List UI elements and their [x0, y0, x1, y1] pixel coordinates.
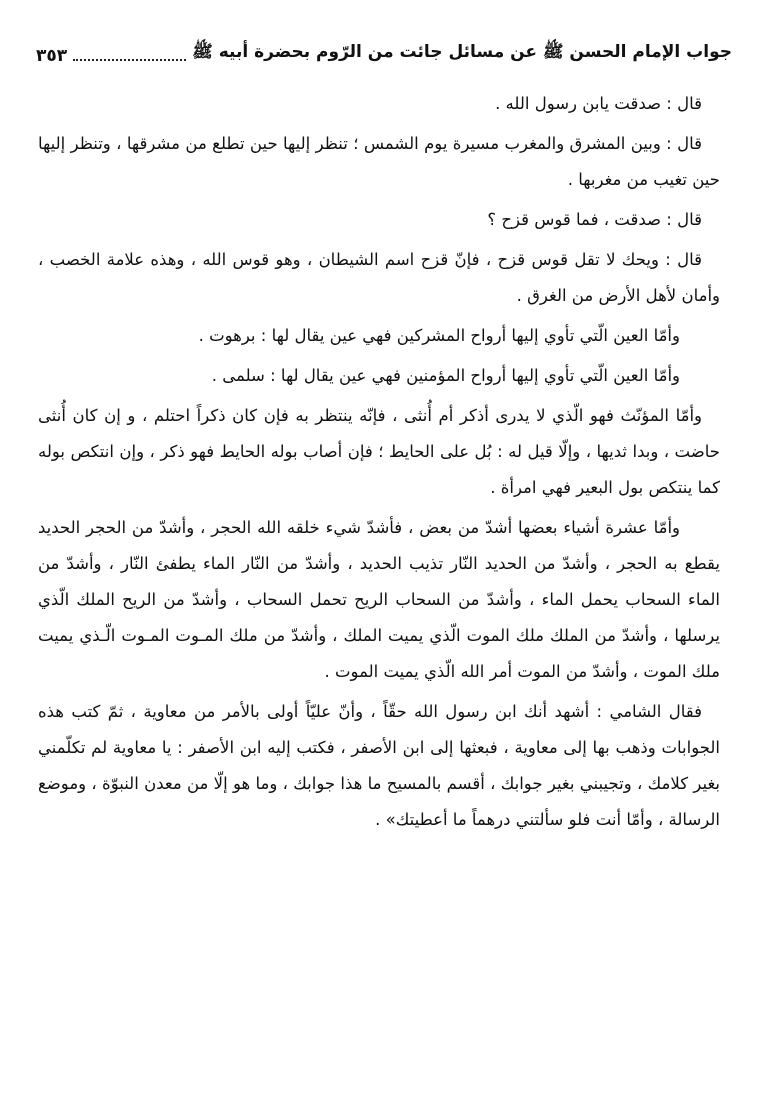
header-title: جواب الإمام الحسن ﷺ عن مسائل جائت من الرّوم بحضرة أبيه ﷺ — [192, 42, 732, 62]
paragraph: وأمّا العين الّتي تأوي إليها أرواح المشركين فهي عين يقال لها : برهوت . — [198, 326, 680, 345]
paragraph: وأمّا عشرة أشياء بعضها أشدّ من بعض ، فأشدّ شيء خلقه الله الحجر ، وأشدّ من الحجر الحديد يقطع به الحجر ، وأشدّ من الحديد النّار تذيب الحديد ، وأشدّ من النّار الماء يطفئ النّار ، وأشدّ من الماء السحاب يحمل الماء ، وأشدّ من السحاب الريح تحمل السحاب ، وأشدّ من الريح الملك الّذي يرسلها ، وأشدّ من الملك ملك الموت الّذي يميت الملك ، وأشدّ من ملك المـوت المـوت الّـذي يميت ملك الموت ، وأشدّ من الموت أمر الله الّذي يميت الموت . — [38, 518, 720, 681]
body-text — [38, 86, 720, 842]
dotted-leader — [73, 59, 186, 61]
paragraph: وأمّا المؤنّث فهو الّذي لا يدرى أذكر أم أُنثى ، فإنّه ينتظر به فإن كان ذكراً احتلم ، و إن كان أُنثى حاضت ، وبدا ثديها ، وإلّا قيل له : بُل على الحايط ؛ فإن أصاب بوله الحايط فهو ذكر ، وإن انتكص بوله كما ينتكص بول البعير فهي امرأة . — [38, 406, 720, 497]
page-number: ٣٥٣ — [36, 46, 68, 66]
paragraph: قال : صدقت ، فما قوس قزح ؟ — [487, 210, 702, 229]
paragraph: قال : وبين المشرق والمغرب مسيرة يوم الشمس ؛ تنظر إليها حين تطلع من مشرقها ، وتنظر إليها حين تغيب من مغربها . — [38, 134, 720, 189]
paragraph: قال : ويحك لا تقل قوس قزح ، فإنّ قزح اسم الشيطان ، وهو قوس الله ، وهذه علامة الخصب ، وأمان لأهل الأرض من الغرق . — [38, 250, 720, 305]
paragraph: وأمّا العين الّتي تأوي إليها أرواح المؤمنين فهي عين يقال لها : سلمى . — [211, 366, 680, 385]
paragraph: قال : صدقت يابن رسول الله . — [495, 94, 702, 113]
paragraph: فقال الشامي : أشهد أنك ابن رسول الله حقّاً ، وأنّ عليّاً أولى بالأمر من معاوية ، ثمّ كتب هذه الجوابات وذهب بها إلى معاوية ، فبعثها إلى ابن الأصفر ، فكتب إليه ابن الأصفر : يا معاوية لم تكلّمني بغير كلامك ، وتجيبني بغير جوابك ، أقسم بالمسيح ما هذا جوابك ، وما هو إلّا من معدن النبوّة ، وموضع الرسالة ، وأمّا أنت فلو سألتني درهماً ما أعطيتك» . — [38, 702, 720, 829]
running-header — [36, 38, 732, 66]
